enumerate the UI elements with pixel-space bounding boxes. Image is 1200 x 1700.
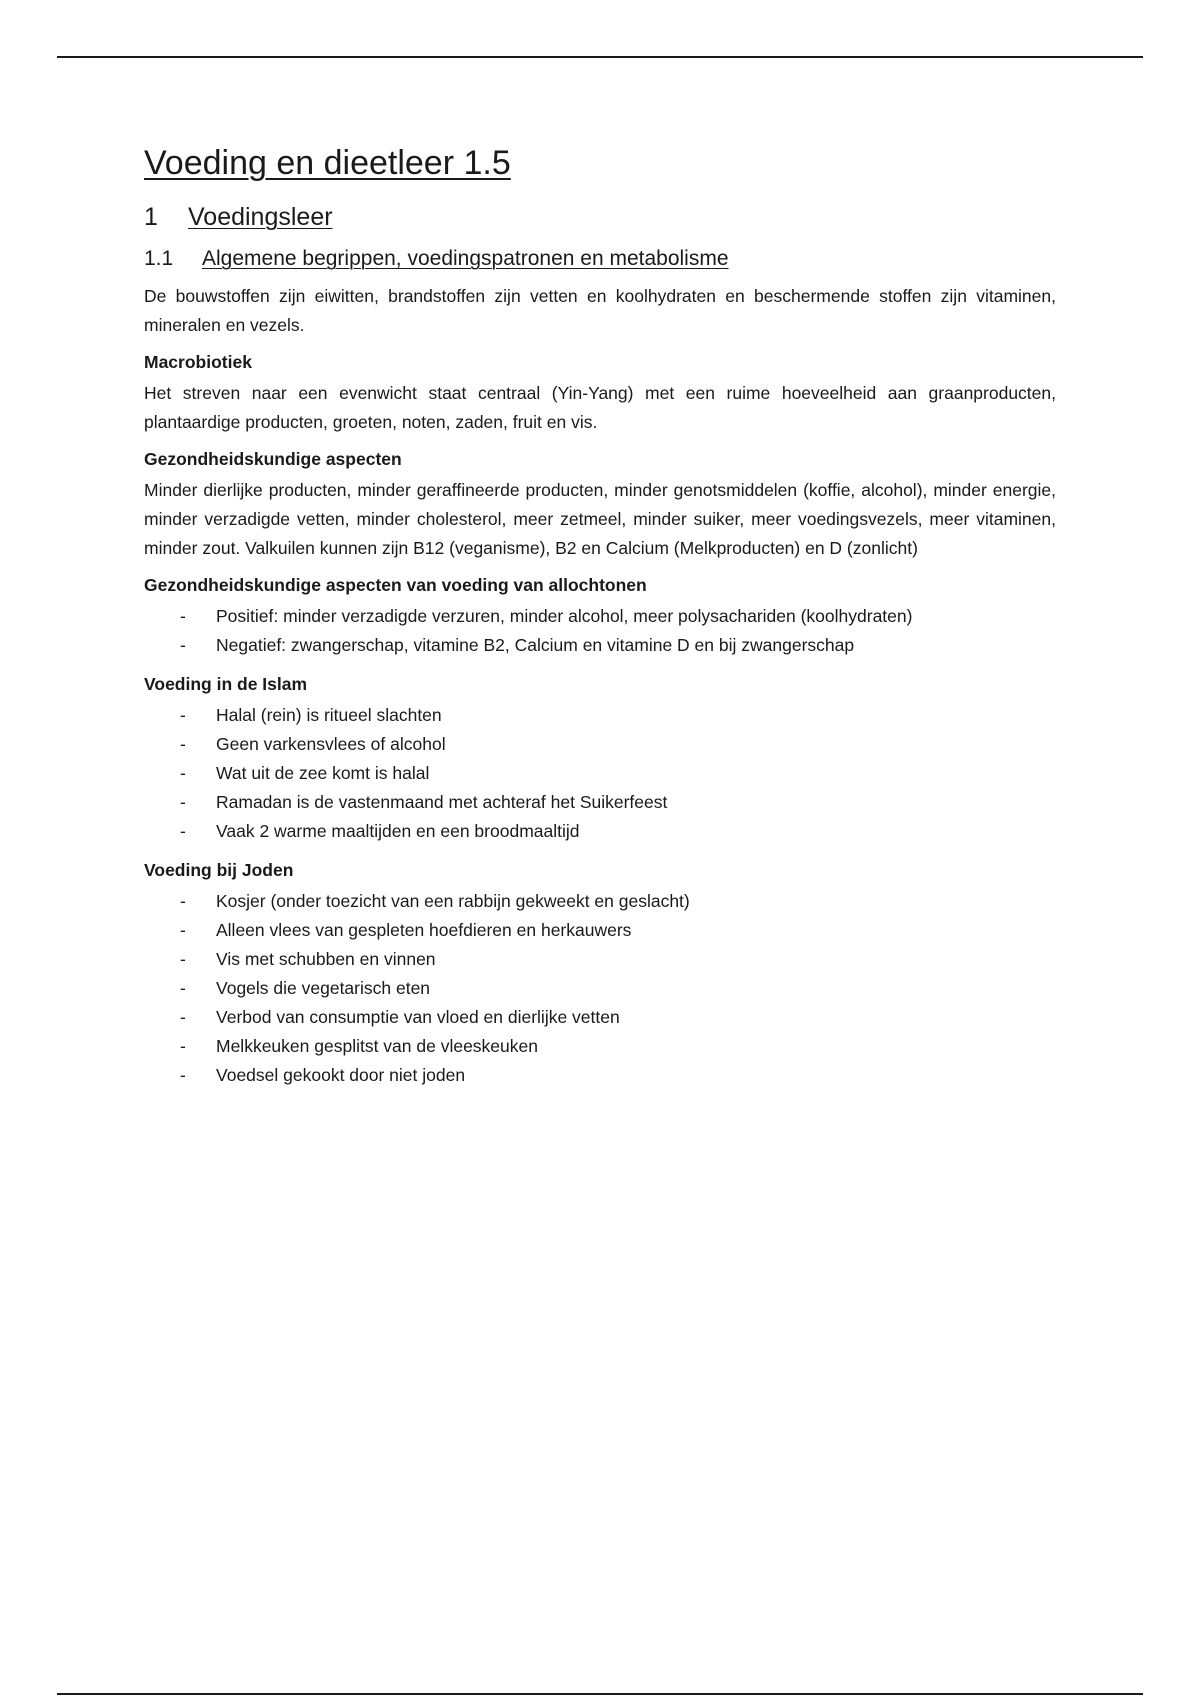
list-item — [144, 887, 1056, 916]
list-item-text: Ramadan is de vastenmaand met achteraf het Suikerfeest — [216, 792, 668, 813]
dash-bullet: - — [180, 606, 186, 627]
list-item — [144, 817, 1056, 846]
dash-bullet: - — [180, 734, 186, 755]
list-item-text: Halal (rein) is ritueel slachten — [216, 705, 442, 726]
islam-heading: Voeding in de Islam — [144, 674, 308, 695]
document-body — [144, 142, 1056, 1100]
list-item — [144, 788, 1056, 817]
chapter-heading — [144, 201, 1056, 234]
intro-paragraph: De bouwstoffen zijn eiwitten, brandstoffen zijn vetten en koolhydraten en beschermende stoffen zijn vitaminen, mineralen en vezels. — [144, 286, 1056, 336]
list-item-text: Wat uit de zee komt is halal — [216, 763, 430, 784]
dash-bullet: - — [180, 1036, 186, 1057]
gezondheid-heading: Gezondheidskundige aspecten — [144, 449, 402, 470]
list-item-text: Vis met schubben en vinnen — [216, 949, 436, 970]
list-item-text: Kosjer (onder toezicht van een rabbijn gekweekt en geslacht) — [216, 891, 690, 912]
header-rule — [57, 56, 1143, 58]
list-item-text: Melkkeuken gesplitst van de vleeskeuken — [216, 1036, 538, 1057]
list-item-text: Positief: minder verzadigde verzuren, minder alcohol, meer polysachariden (koolhydraten) — [216, 606, 913, 627]
dash-bullet: - — [180, 1007, 186, 1028]
dash-bullet: - — [180, 920, 186, 941]
document-title: Voeding en dieetleer 1.5 — [144, 144, 511, 182]
list-item — [144, 1032, 1056, 1061]
list-item-text: Alleen vlees van gespleten hoefdieren en herkauwers — [216, 920, 632, 941]
list-item-text: Verbod van consumptie van vloed en dierlijke vetten — [216, 1007, 620, 1028]
list-item — [144, 945, 1056, 974]
dash-bullet: - — [180, 763, 186, 784]
allochtonen-heading: Gezondheidskundige aspecten van voeding van allochtonen — [144, 575, 647, 596]
joden-heading: Voeding bij Joden — [144, 860, 294, 881]
list-item — [144, 730, 1056, 759]
joden-list — [144, 887, 1056, 1090]
allochtonen-list — [144, 602, 1056, 660]
dash-bullet: - — [180, 1065, 186, 1086]
dash-bullet: - — [180, 792, 186, 813]
list-item — [144, 759, 1056, 788]
footer-rule — [57, 1693, 1143, 1695]
dash-bullet: - — [180, 821, 186, 842]
list-item-text: Negatief: zwangerschap, vitamine B2, Calcium en vitamine D en bij zwangerschap — [216, 635, 855, 656]
list-item — [144, 701, 1056, 730]
list-item-text: Vogels die vegetarisch eten — [216, 978, 431, 999]
list-item-text: Voedsel gekookt door niet joden — [216, 1065, 466, 1086]
dash-bullet: - — [180, 949, 186, 970]
list-item — [144, 916, 1056, 945]
dash-bullet: - — [180, 705, 186, 726]
chapter-number: 1 — [144, 202, 158, 231]
dash-bullet: - — [180, 978, 186, 999]
list-item — [144, 1061, 1056, 1090]
list-item — [144, 974, 1056, 1003]
macrobiotiek-heading: Macrobiotiek — [144, 352, 252, 373]
gezondheid-paragraph: Minder dierlijke producten, minder geraffineerde producten, minder genotsmiddelen (koffie, alcohol), minder energie, minder verzadigde vetten, minder cholesterol, meer zetmeel, minder suiker, meer voedingsvezels, meer vitaminen, minder zout. Valkuilen kunnen zijn B12 (veganisme), B2 en Calcium (Melkproducten) en D (zonlicht) — [144, 480, 1056, 559]
list-item — [144, 631, 1056, 660]
dash-bullet: - — [180, 635, 186, 656]
list-item — [144, 602, 1056, 631]
section-label: Algemene begrippen, voedingspatronen en metabolisme — [202, 247, 729, 270]
list-item-text: Vaak 2 warme maaltijden en een broodmaaltijd — [216, 821, 580, 842]
section-number: 1.1 — [144, 247, 174, 270]
list-item — [144, 1003, 1056, 1032]
macrobiotiek-paragraph: Het streven naar een evenwicht staat centraal (Yin-Yang) met een ruime hoeveelheid aan graanproducten, plantaardige producten, groeten, noten, zaden, fruit en vis. — [144, 383, 1056, 433]
section-heading — [144, 245, 1056, 272]
chapter-label: Voedingsleer — [188, 202, 333, 231]
islam-list — [144, 701, 1056, 846]
dash-bullet: - — [180, 891, 186, 912]
list-item-text: Geen varkensvlees of alcohol — [216, 734, 446, 755]
